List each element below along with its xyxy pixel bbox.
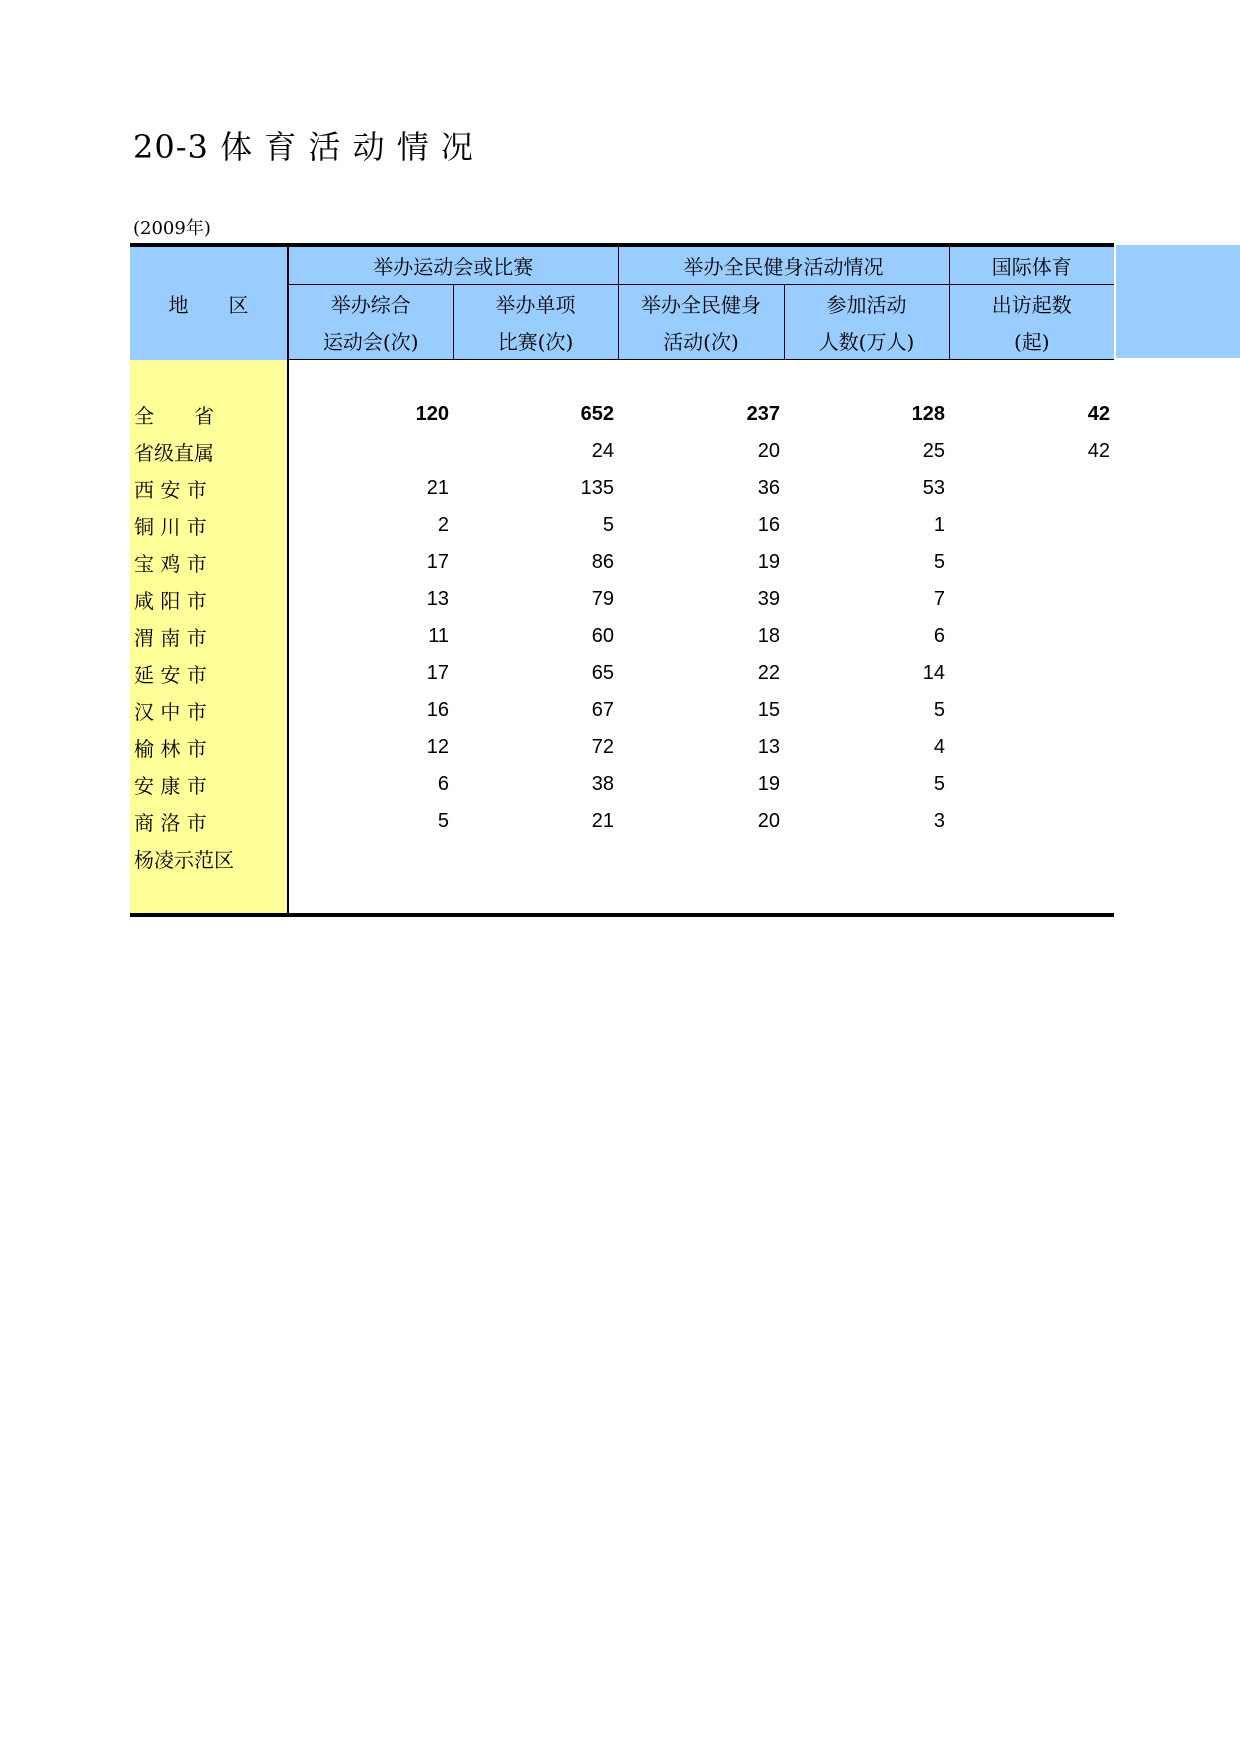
value-cell: 20 [757,440,780,462]
value-cell: 25 [922,440,945,462]
value-cell: 128 [911,403,945,425]
value-cell: 67 [591,699,614,721]
value-cell: 19 [757,773,780,795]
region-cell: 全 省 [130,396,288,433]
value-cell [618,840,784,877]
value-cell [949,618,1114,655]
region-cell: 延 安 市 [130,655,288,692]
value-cell: 22 [757,662,780,684]
value-cell: 15 [757,699,780,721]
value-cell: 39 [757,588,780,610]
value-cell: 135 [580,477,614,499]
value-cell: 86 [591,551,614,573]
table-row [130,729,1114,766]
value-cell [784,840,949,877]
region-cell: 商 洛 市 [130,803,288,840]
header-col-2-line-2: 比赛(次) [453,322,618,360]
page-title: 20-3 体 育 活 动 情 况 [133,128,474,166]
table-row [130,803,1114,840]
value-cell: 12 [426,736,449,758]
value-cell: 120 [415,403,449,425]
value-cell: 4 [933,736,945,758]
year-note: (2009年) [133,218,211,239]
value-cell: 3 [933,810,945,832]
table-row [130,470,1114,507]
value-cell [949,470,1114,507]
region-cell: 宝 鸡 市 [130,544,288,581]
value-cell: 60 [591,625,614,647]
closing-spacer-row [130,877,1114,915]
header-row-1 [130,245,1114,285]
table-row [130,581,1114,618]
value-cell: 5 [437,810,449,832]
region-cell: 渭 南 市 [130,618,288,655]
header-col-5-line-2: (起) [949,322,1114,360]
header-group-competitions: 举办运动会或比赛 [288,245,618,285]
value-cell [949,766,1114,803]
value-cell: 65 [591,662,614,684]
header-group-international: 国际体育 [949,245,1114,285]
value-cell: 5 [602,514,614,536]
value-cell: 237 [746,403,780,425]
header-col-5-line-1: 出访起数 [949,285,1114,323]
value-cell [949,655,1114,692]
value-cell: 13 [757,736,780,758]
value-cell: 20 [757,810,780,832]
value-cell: 21 [591,810,614,832]
statistics-table [130,243,1114,917]
value-cell: 38 [591,773,614,795]
header-col-1-line-1: 举办综合 [288,285,453,323]
value-cell: 19 [757,551,780,573]
header-col-3-line-2: 活动(次) [618,322,784,360]
region-cell: 榆 林 市 [130,729,288,766]
header-region: 地 区 [130,245,288,360]
table-row [130,544,1114,581]
value-cell [949,692,1114,729]
table-row [130,396,1114,433]
table-row [130,840,1114,877]
header-col-1-line-2: 运动会(次) [288,322,453,360]
value-cell: 24 [591,440,614,462]
header-col-4-line-2: 人数(万人) [784,322,949,360]
value-cell [288,433,453,470]
value-cell: 17 [426,662,449,684]
value-cell: 6 [437,773,449,795]
value-cell [453,840,618,877]
value-cell [949,507,1114,544]
value-cell: 21 [426,477,449,499]
value-cell: 18 [757,625,780,647]
table-row [130,507,1114,544]
value-cell: 2 [437,514,449,536]
table-row [130,618,1114,655]
value-cell [949,729,1114,766]
region-cell: 杨凌示范区 [130,840,288,877]
header-group-fitness: 举办全民健身活动情况 [618,245,949,285]
value-cell: 17 [426,551,449,573]
region-cell: 省级直属 [130,433,288,470]
value-cell: 14 [922,662,945,684]
region-cell: 安 康 市 [130,766,288,803]
value-cell: 16 [757,514,780,536]
value-cell: 5 [933,551,945,573]
value-cell: 652 [580,403,614,425]
value-cell: 11 [428,625,449,647]
table-row [130,433,1114,470]
value-cell [288,840,453,877]
value-cell: 36 [757,477,780,499]
value-cell: 42 [1087,440,1110,462]
header-col-4-line-1: 参加活动 [784,285,949,323]
value-cell: 53 [922,477,945,499]
region-cell: 西 安 市 [130,470,288,507]
value-cell: 5 [933,699,945,721]
header-col-3-line-1: 举办全民健身 [618,285,784,323]
value-cell: 13 [426,588,449,610]
value-cell: 6 [933,625,945,647]
region-cell: 汉 中 市 [130,692,288,729]
table-row [130,655,1114,692]
header-fill-overflow [1116,245,1240,358]
header-col-2-line-1: 举办单项 [453,285,618,323]
value-cell: 5 [933,773,945,795]
value-cell [949,544,1114,581]
statistics-table-wrapper [130,243,1114,917]
value-cell: 42 [1087,403,1110,425]
region-cell: 咸 阳 市 [130,581,288,618]
spacer-row [130,360,1114,397]
value-cell [949,840,1114,877]
value-cell: 72 [591,736,614,758]
value-cell: 79 [591,588,614,610]
value-cell: 16 [426,699,449,721]
table-row [130,692,1114,729]
region-cell: 铜 川 市 [130,507,288,544]
table-row [130,766,1114,803]
value-cell: 1 [933,514,945,536]
value-cell [949,803,1114,840]
value-cell: 7 [933,588,945,610]
value-cell [949,581,1114,618]
